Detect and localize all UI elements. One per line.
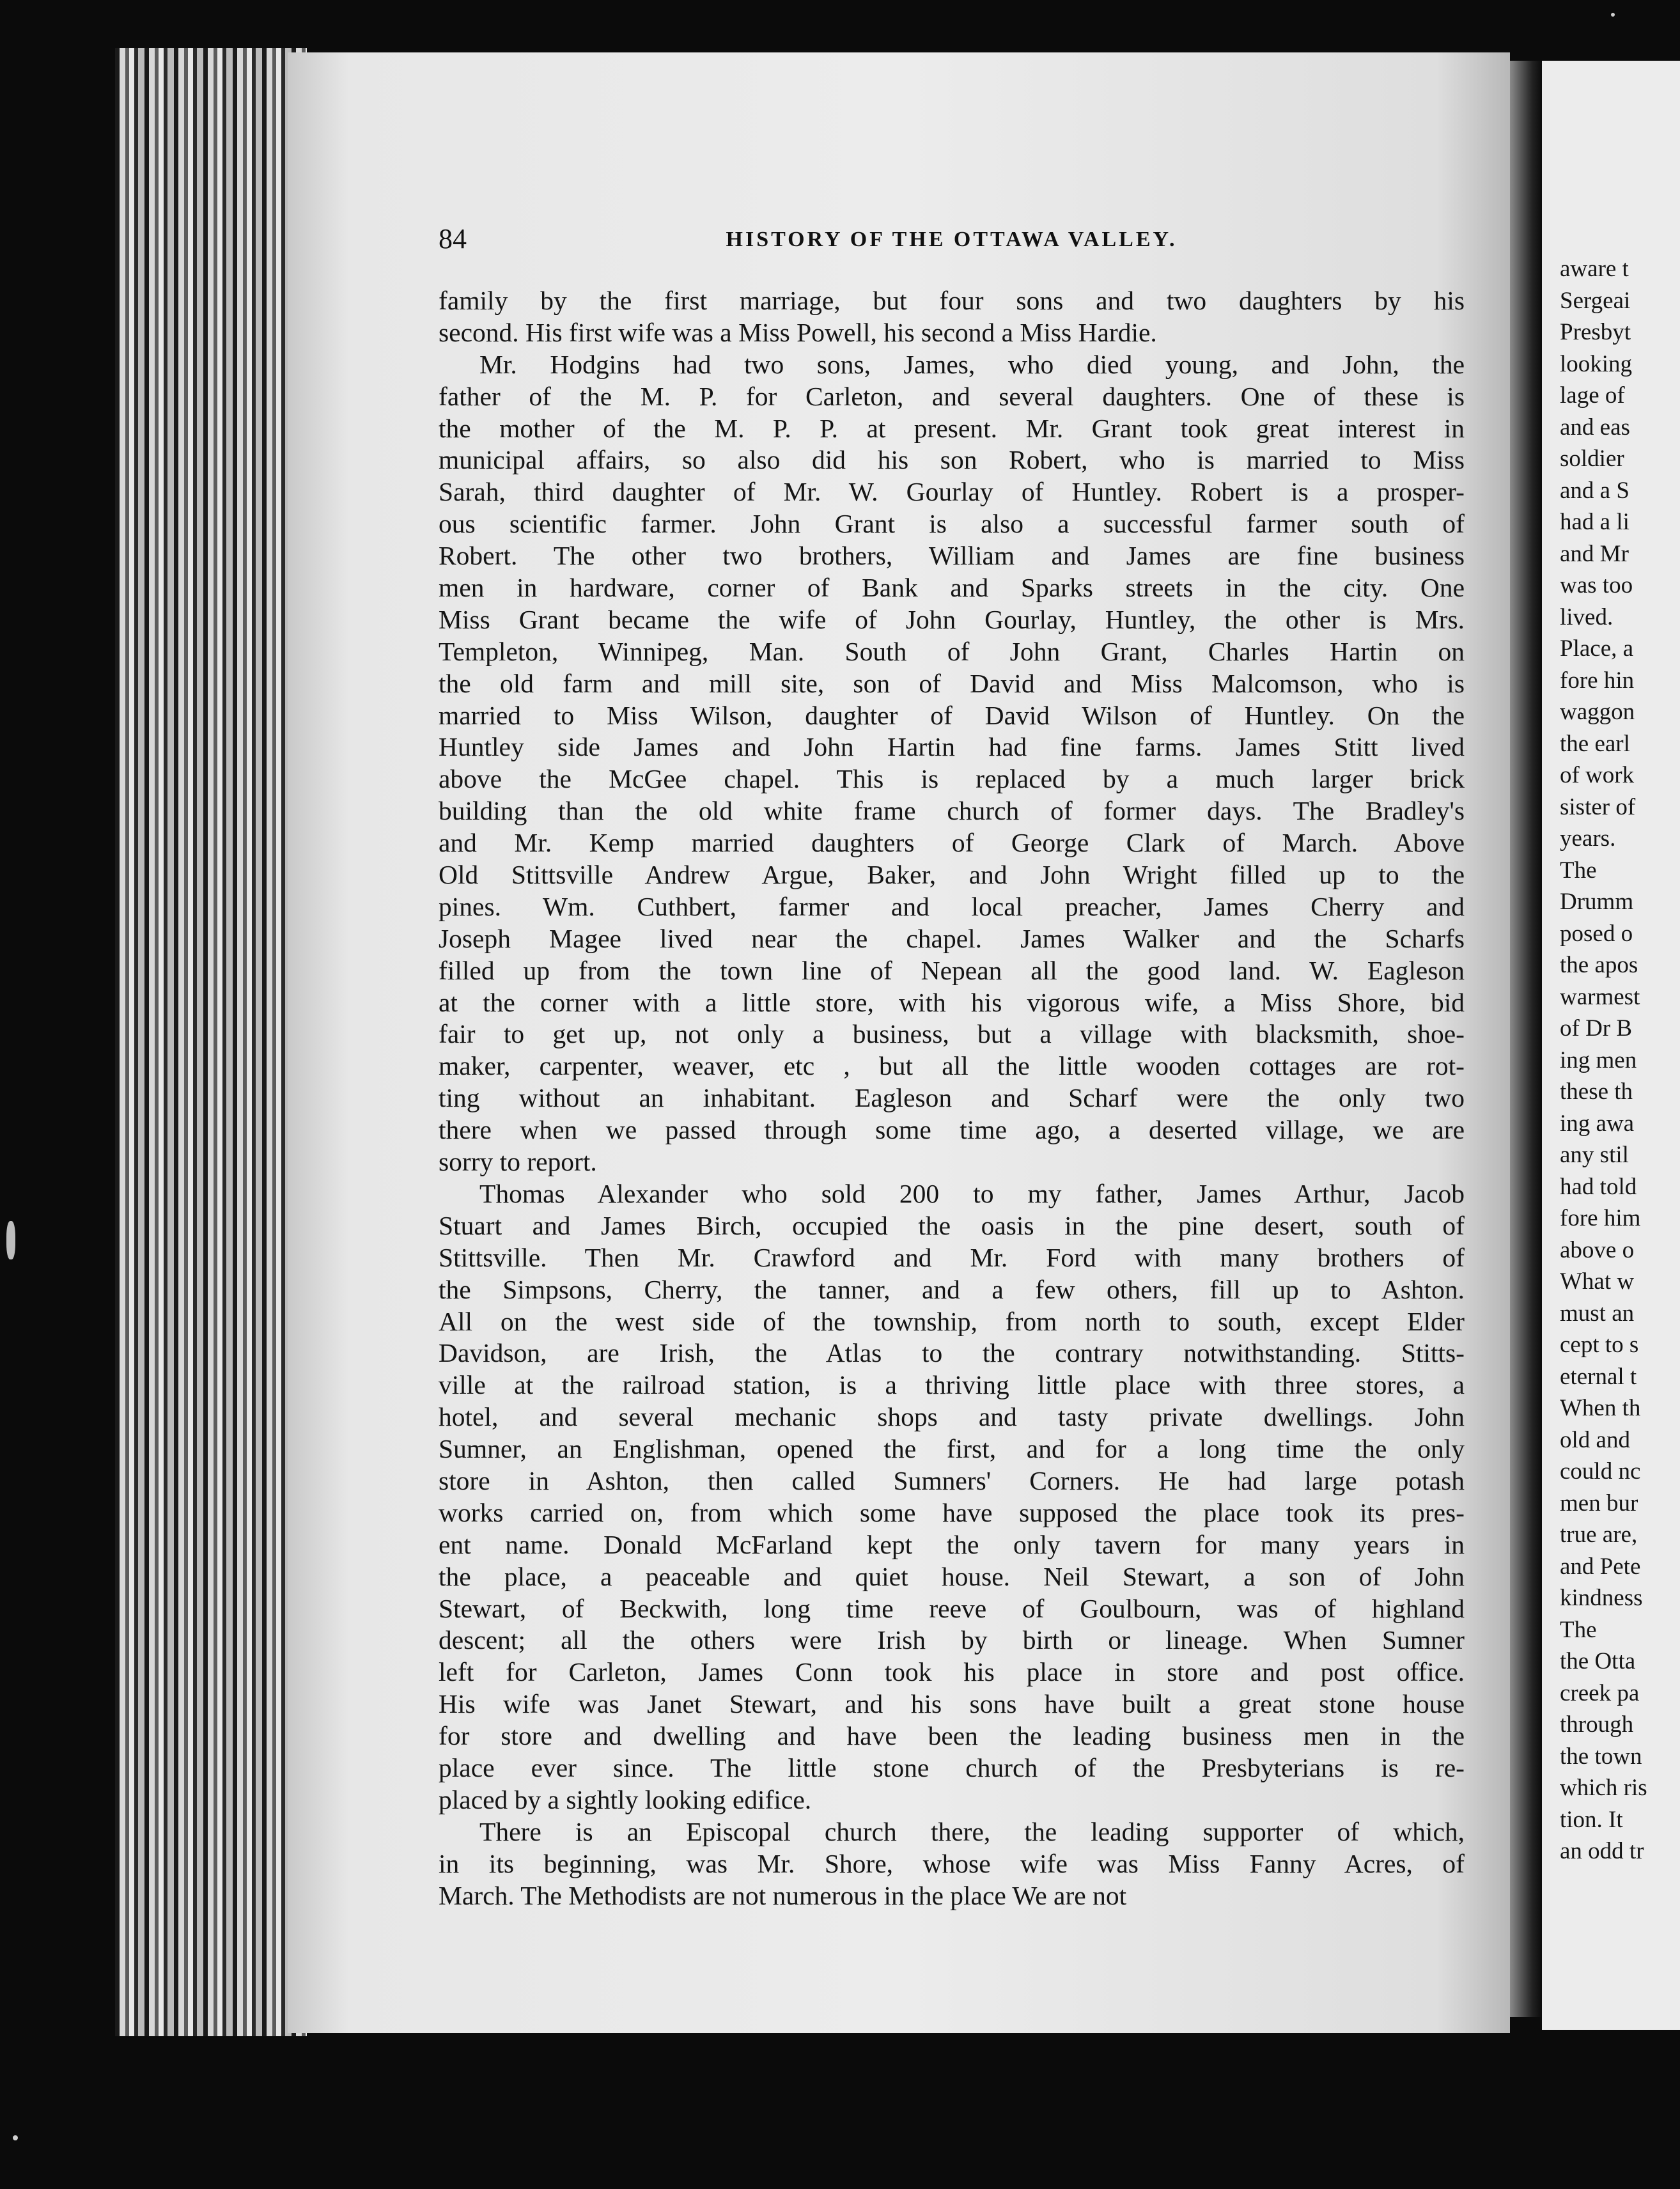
text-line: Joseph Magee lived near the chapel. James Walker and the Scharfs <box>439 923 1465 953</box>
book-gutter-shadow <box>1510 61 1542 2017</box>
facing-page-line: could nc <box>1560 1458 1641 1484</box>
text-line: Stewart, of Beckwith, long time reeve of Goulbourn, was of highland <box>439 1593 1465 1623</box>
text-line: above the McGee chapel. This is replaced by a much larger brick <box>439 764 1465 794</box>
facing-page-line: ing awa <box>1560 1110 1635 1137</box>
text-line: Templeton, Winnipeg, Man. South of John Grant, Charles Hartin on <box>439 636 1465 666</box>
text-line: building than the old white frame church of former days. The Bradley's <box>439 796 1465 826</box>
text-line: store in Ashton, then called Sumners' Corners. He had large potash <box>439 1465 1465 1495</box>
facing-page-line: which ris <box>1560 1775 1647 1801</box>
text-line: pines. Wm. Cuthbert, farmer and local preacher, James Cherry and <box>439 891 1465 921</box>
facing-page-line: fore hin <box>1560 667 1635 694</box>
text-line: the mother of the M. P. P. at present. Mr. Grant took great interest in <box>439 413 1465 443</box>
page-number: 84 <box>439 223 467 254</box>
text-line: father of the M. P. for Carleton, and several daughters. One of these is <box>439 381 1465 411</box>
facing-page-line: lived. <box>1560 604 1614 630</box>
facing-page-line: an odd tr <box>1560 1838 1644 1864</box>
facing-page-line: kindness <box>1560 1585 1643 1611</box>
facing-page-line: men bur <box>1560 1490 1638 1516</box>
facing-page-line: sister of <box>1560 793 1636 820</box>
text-line: married to Miss Wilson, daughter of David Wilson of Huntley. On the <box>439 700 1465 730</box>
facing-page-line: eternal t <box>1560 1363 1637 1390</box>
facing-page-line: true are, <box>1560 1522 1638 1548</box>
facing-page-line: aware t <box>1560 256 1629 282</box>
facing-page-line: What w <box>1560 1268 1635 1295</box>
text-line: the place, a peaceable and quiet house. Neil Stewart, a son of John <box>439 1561 1465 1591</box>
text-line: Thomas Alexander who sold 200 to my father, James Arthur, Jacob <box>479 1178 1465 1208</box>
facing-page-line: posed o <box>1560 920 1633 947</box>
text-line: family by the first marriage, but four sons and two daughters by his <box>439 286 1465 315</box>
text-line: Sarah, third daughter of Mr. W. Gourlay of Huntley. Robert is a prosper- <box>439 477 1465 507</box>
book-page-edges <box>115 48 307 2036</box>
facing-page-line: and a S <box>1560 477 1629 504</box>
facing-page-line: the town <box>1560 1743 1642 1770</box>
facing-page-line: creek pa <box>1560 1679 1640 1706</box>
facing-page-line: had a li <box>1560 509 1629 535</box>
facing-page-line: waggon <box>1560 699 1635 725</box>
text-line: Huntley side James and John Hartin had fine farms. James Stitt lived <box>439 732 1465 762</box>
text-line: ville at the railroad station, is a thriving little place with three stores, a <box>439 1370 1465 1400</box>
text-line: Stuart and James Birch, occupied the oasis in the pine desert, south of <box>439 1210 1465 1240</box>
facing-page-line: Place, a <box>1560 635 1634 662</box>
text-line: filled up from the town line of Nepean all the good land. W. Eagleson <box>439 955 1465 985</box>
facing-page-line: and Mr <box>1560 540 1629 567</box>
text-line: ent name. Donald McFarland kept the only tavern for many years in <box>439 1529 1465 1559</box>
facing-page-line: the Otta <box>1560 1648 1636 1674</box>
facing-page-line: the earl <box>1560 730 1630 757</box>
text-line: sorry to report. <box>439 1147 597 1177</box>
text-line: There is an Episcopal church there, the leading supporter of which, <box>479 1816 1465 1846</box>
text-line: placed by a sightly looking edifice. <box>439 1784 812 1814</box>
facing-page-line: had told <box>1560 1173 1637 1200</box>
text-line: hotel, and several mechanic shops and tasty private dwellings. John <box>439 1402 1465 1432</box>
text-line: His wife was Janet Stewart, and his sons have built a great stone house <box>439 1689 1465 1719</box>
facing-page-line: looking <box>1560 350 1633 377</box>
running-title: HISTORY OF THE OTTAWA VALLEY. <box>726 228 1178 251</box>
facing-page-line: old and <box>1560 1426 1630 1453</box>
text-line: descent; all the others were Irish by birth or lineage. When Sumner <box>439 1625 1465 1655</box>
facing-page-line: soldier <box>1560 446 1624 472</box>
text-line: in its beginning, was Mr. Shore, whose wife was Miss Fanny Acres, of <box>439 1848 1465 1878</box>
facing-page-text <box>1560 253 1680 1867</box>
text-line: left for Carleton, James Conn took his place in store and post office. <box>439 1657 1465 1687</box>
text-line: works carried on, from which some have supposed the place took its pres- <box>439 1497 1465 1527</box>
facing-page-line: the apos <box>1560 952 1638 978</box>
body-text <box>439 285 1465 1912</box>
dust-speck <box>6 1221 15 1259</box>
facing-page-line: lage of <box>1560 382 1625 409</box>
text-line: Mr. Hodgins had two sons, James, who died young, and John, the <box>479 349 1465 379</box>
text-line: All on the west side of the township, from north to south, except Elder <box>439 1306 1465 1336</box>
facing-page-line: warmest <box>1560 983 1640 1010</box>
text-line: the old farm and mill site, son of David and Miss Malcomson, who is <box>439 668 1465 698</box>
text-line: the Simpsons, Cherry, the tanner, and a few others, fill up to Ashton. <box>439 1274 1465 1304</box>
facing-page-line: The <box>1560 1616 1597 1643</box>
text-line: for store and dwelling and have been the leading business men in the <box>439 1721 1465 1751</box>
text-line: maker, carpenter, weaver, etc , but all the little wooden cottages are rot- <box>439 1051 1465 1081</box>
facing-page-line: these th <box>1560 1079 1633 1105</box>
facing-page-line: above o <box>1560 1236 1635 1263</box>
text-line: Miss Grant became the wife of John Gourlay, Huntley, the other is Mrs. <box>439 604 1465 634</box>
facing-page-line: fore him <box>1560 1205 1641 1231</box>
facing-page-line: must an <box>1560 1300 1635 1327</box>
text-line: men in hardware, corner of Bank and Sparks streets in the city. One <box>439 573 1465 603</box>
facing-page-line: Sergeai <box>1560 287 1631 314</box>
text-line: Sumner, an Englishman, opened the first, and for a long time the only <box>439 1434 1465 1464</box>
facing-page-line: was too <box>1560 572 1633 598</box>
text-line: Davidson, are Irish, the Atlas to the contrary notwithstanding. Stitts- <box>439 1338 1465 1368</box>
text-line: Robert. The other two brothers, William and James are fine business <box>439 541 1465 571</box>
dust-speck <box>1611 13 1615 17</box>
text-line: second. His first wife was a Miss Powell, his second a Miss Hardie. <box>439 317 1157 347</box>
text-line: March. The Methodists are not numerous in the place We are not <box>439 1880 1127 1910</box>
text-line: fair to get up, not only a business, but a village with blacksmith, shoe- <box>439 1019 1465 1049</box>
text-line: place ever since. The little stone church of the Presbyterians is re- <box>439 1752 1465 1782</box>
facing-page-line: any stil <box>1560 1142 1629 1168</box>
facing-page-line: and eas <box>1560 414 1630 440</box>
text-line: at the corner with a little store, with his vigorous wife, a Miss Shore, bid <box>439 987 1465 1017</box>
facing-page-line: Presbyt <box>1560 319 1631 345</box>
facing-page-line: of work <box>1560 762 1635 788</box>
text-line: ting without an inhabitant. Eagleson and Scharf were the only two <box>439 1083 1465 1113</box>
facing-page-line: The <box>1560 857 1597 884</box>
text-line: ous scientific farmer. John Grant is also a successful farmer south of <box>439 509 1465 539</box>
facing-page-line: tion. It <box>1560 1806 1623 1833</box>
facing-page-line: cept to s <box>1560 1332 1639 1358</box>
text-line: and Mr. Kemp married daughters of George Clark of March. Above <box>439 828 1465 858</box>
dust-speck <box>13 2135 18 2140</box>
facing-page-line: years. <box>1560 825 1616 852</box>
page-header <box>439 222 1465 261</box>
text-line: municipal affairs, so also did his son Robert, who is married to Miss <box>439 445 1465 475</box>
facing-page-line: and Pete <box>1560 1553 1641 1580</box>
facing-page-line: Drumm <box>1560 889 1634 915</box>
facing-page-line: of Dr B <box>1560 1015 1633 1041</box>
facing-page-line: When th <box>1560 1395 1641 1421</box>
text-line: Stittsville. Then Mr. Crawford and Mr. Ford with many brothers of <box>439 1242 1465 1272</box>
facing-page-line: ing men <box>1560 1047 1637 1073</box>
text-line: there when we passed through some time ago, a deserted village, we are <box>439 1115 1465 1145</box>
text-line: Old Stittsville Andrew Argue, Baker, and John Wright filled up to the <box>439 860 1465 890</box>
facing-page-line: through <box>1560 1711 1634 1738</box>
